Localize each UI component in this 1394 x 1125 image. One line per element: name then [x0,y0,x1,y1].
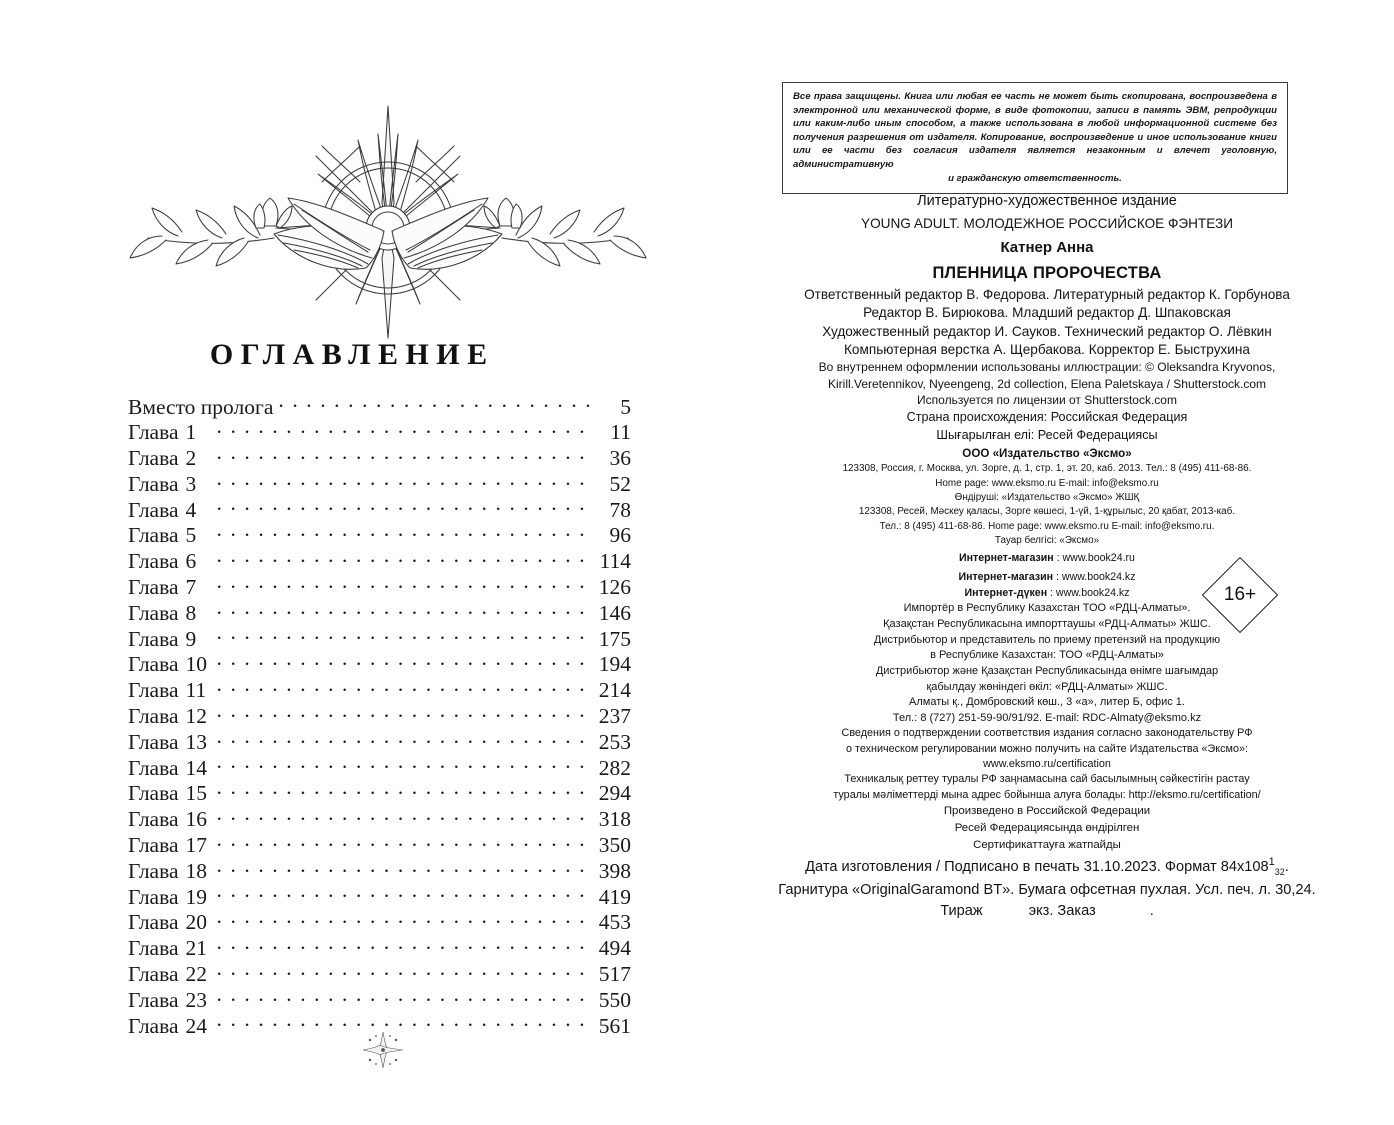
origin-line: Страна происхождения: Российская Федерация [906,409,1188,424]
imprint-block [757,190,1337,923]
format-denominator: 32 [1274,867,1285,878]
toc-entry-number: 19 [185,884,207,909]
illustration-line: Используется по лицензии от Shutterstock.com [917,393,1177,408]
toc-page-number: 318 [598,807,631,832]
publisher-address-kz-line: 123308, Ресей, Мәскеу қаласы, Зорге көшесі, 1-үй, 1-құрылыс, 20 қабат, 2013-каб. [858,506,1236,518]
toc-dot-leader [278,392,590,414]
distributor-line: Дистрибьютор и представитель по приему претензий на продукцию [873,633,1221,646]
toc-dot-leader [217,444,591,466]
four-point-star-ornament-icon [352,1026,414,1074]
online-shop-label: Интернет-магазин [959,551,1054,564]
print-spec-line-2: Гарнитура «OriginalGaramond BT». Бумага офсетная пухлая. Усл. печ. л. 30,24. [778,881,1316,898]
toc-entry-label: Глава 9 [128,627,212,652]
toc-page-number: 282 [598,755,631,780]
toc-page-number: 146 [598,600,631,625]
credit-line: Ответственный редактор В. Федорова. Литературный редактор К. Горбунова [804,286,1290,302]
toc-entry-label: Глава 3 [128,472,212,497]
online-shop-url[interactable]: : www.book24.ru [1053,551,1135,564]
toc-page-number: 52 [609,471,631,496]
toc-dot-leader [217,934,591,956]
importer-line: Импортёр в Республику Казахстан ТОО «РДЦ-Алматы». [903,602,1191,615]
toc-entry[interactable] [128,753,631,779]
credit-line: Редактор В. Бирюкова. Младший редактор Д. Шпаковская [863,305,1231,321]
edition-type: Литературно-художественное издание [917,193,1177,209]
almaty-address-line: Алматы қ., Домбровский көш., 3 «а», литер Б, офис 1. [909,696,1185,709]
toc-entry-number: 22 [185,962,207,987]
toc-dot-leader [217,521,591,543]
publisher-address-kz-line: Тауар белгісі: «Эксмо» [994,535,1100,547]
toc-entry-number: 11 [185,678,207,703]
toc-entry[interactable] [128,521,631,547]
toc-entry-label: Глава 5 [128,523,212,548]
toc-dot-leader [217,985,591,1007]
toc-entry[interactable] [128,960,631,986]
toc-page-number: 214 [598,678,631,703]
online-shop-url[interactable]: : www.book24.kz [1047,587,1130,600]
print-date-format: Дата изготовления / Подписано в печать 31.10.2023. Формат 84x108 [805,859,1269,876]
toc-dot-leader [217,650,591,672]
toc-dot-leader [217,960,591,982]
toc-entry-number: 1 [185,420,197,445]
toc-entry[interactable] [128,598,631,624]
toc-entry-number: 4 [185,497,197,522]
toc-entry-label: Глава 10 [128,652,212,677]
print-spec-line-1 [757,854,1337,879]
toc-entry-number: 12 [185,704,207,729]
toc-dot-leader [217,547,591,569]
toc-entry-label: Глава 1 [128,420,212,445]
toc-entry-label: Глава 7 [128,575,212,600]
toc-entry-number: 14 [185,755,207,780]
toc-page-number: 5 [620,394,631,419]
toc-page-number: 398 [598,858,631,883]
format-numerator: 1 [1268,856,1275,869]
toc-entry[interactable] [128,676,631,702]
print-specifications [757,854,1337,923]
produced-in [757,803,1337,837]
toc-entry-number: 8 [185,600,197,625]
print-run-label: Тираж [940,903,983,920]
right-page-imprint [697,0,1394,1125]
toc-entry[interactable] [128,547,631,573]
toc-entry-label: Глава 4 [128,498,212,523]
toc-entry-number: 17 [185,833,207,858]
illustration-line: Kirill.Veretennikov, Nyeengeng, 2d collection, Elena Paletskaya / Shutterstock.com [827,376,1266,391]
toc-entry[interactable] [128,418,631,444]
format-period: . [1284,859,1289,876]
toc-entry[interactable] [128,831,631,857]
toc-entry[interactable] [128,469,631,495]
toc-page-number: 78 [609,497,631,522]
toc-dot-leader [217,753,591,775]
toc-dot-leader [217,856,591,878]
toc-entry-number: 3 [185,471,197,496]
credit-line: Художественный редактор И. Сауков. Технический редактор О. Лёвкин [822,323,1272,339]
toc-dot-leader [217,418,591,440]
author-name: Катнер Анна [1000,238,1094,256]
toc-entry-label: Глава 8 [128,601,212,626]
toc-entry[interactable] [128,779,631,805]
toc-entry-number: 13 [185,729,207,754]
publisher-address [757,462,1337,491]
toc-entry-label: Глава 17 [128,833,212,858]
toc-dot-leader [217,495,591,517]
toc-entry-number: 9 [185,626,197,651]
toc-entry-label: Глава 24 [128,1014,212,1039]
toc-entry[interactable] [128,727,631,753]
toc-entry-label: Глава 21 [128,936,212,961]
toc-entry-label: Глава 18 [128,859,212,884]
toc-dot-leader [217,469,591,491]
toc-entry-label: Глава 22 [128,962,212,987]
toc-entry-number: 7 [185,575,197,600]
toc-entry-label: Вместо пролога [128,394,274,419]
publisher-address-line: 123308, Россия, г. Москва, ул. Зорге, д. 1, стр. 1, эт. 20, каб. 2013. Тел.: 8 (495) 411-68-86. [842,463,1252,475]
country-of-origin [757,409,1337,445]
toc-page-number: 175 [598,626,631,651]
toc-dot-leader [217,882,591,904]
toc-entry[interactable] [128,805,631,831]
toc-entry[interactable] [128,495,631,521]
toc-entry[interactable] [128,650,631,676]
toc-entry-label: Глава 14 [128,756,212,781]
toc-entry-label: Глава 20 [128,910,212,935]
toc-page-number: 561 [598,1013,631,1038]
toc-entry-number: 15 [185,781,207,806]
toc-entry-label: Глава 13 [128,730,212,755]
toc-page-number: 253 [598,729,631,754]
distributor-line: в Республике Казахстан: ТОО «РДЦ-Алматы» [930,649,1164,662]
toc-page-number: 294 [598,781,631,806]
distributor-info [757,633,1337,695]
toc-entry-number: 5 [185,523,197,548]
table-of-contents-list [128,392,631,1037]
toc-entry[interactable] [128,985,631,1011]
rights-notice-body: Все права защищены. Книга или любая ее часть не может быть скопирована, воспроизведена в электронной или механической форме, в виде фотокопии, записи в память ЭВМ, репродукции или каким-либо иным способом, а также использована в любой информационной системе без получения разрешения от издателя. Копирование, воспроизведение и иное использование книги или ее части без согласия издателя является незаконным и влечет уголовную, административную [793,91,1277,171]
toc-entry[interactable] [128,702,631,728]
toc-entry[interactable] [128,444,631,470]
toc-entry-number: 2 [185,446,197,471]
toc-dot-leader [217,624,591,646]
certification-kz-line: туралы мәліметтерді мына адрес бойынша алуға болады: http://eksmo.ru/certification/ [833,788,1261,801]
toc-entry-number: 10 [185,652,207,677]
online-shop-url[interactable]: : www.book24.kz [1053,570,1136,583]
toc-page-number: 419 [598,884,631,909]
toc-entry-number: 6 [185,549,197,574]
illustration-credits [757,359,1337,409]
publisher-name: ООО «Издательство «Эксмо» [962,446,1132,460]
toc-entry-number: 16 [185,807,207,832]
age-rating-badge [1203,558,1277,632]
toc-entry-label: Глава 19 [128,885,212,910]
produced-line: Произведено в Российской Федерации [943,805,1151,817]
toc-page-number: 237 [598,704,631,729]
credit-line: Компьютерная верстка А. Щербакова. Корректор Е. Быструхина [844,341,1250,357]
toc-dot-leader [217,598,591,620]
toc-page-number: 453 [598,910,631,935]
distributor-line: қабылдау жөніндегі өкіл: «РДЦ-Алматы» ЖШС. [926,680,1168,693]
certification-kz-line: Техникалық реттеу туралы РФ заңнамасына сай басылымның сәйкестігін растау [844,773,1250,786]
illustration-line: Во внутреннем оформлении использованы иллюстрации: © Oleksandra Kryvonos, [818,360,1276,375]
online-shop-label: Интернет-магазин [958,570,1054,583]
toc-entry[interactable] [128,573,631,599]
toc-page-number: 550 [598,987,631,1012]
toc-dot-leader [217,908,591,930]
toc-entry[interactable] [128,856,631,882]
toc-dot-leader [217,779,591,801]
rights-notice-box [782,82,1288,194]
toc-page-number: 517 [598,962,631,987]
distributor-line: Дистрибьютор және Қазақстан Республикасында өнімге шағымдар [875,664,1219,677]
publisher-address-kz-line: Тел.: 8 (495) 411-68-86. Home page: www.eksmo.ru E-mail: info@eksmo.ru. [879,520,1215,532]
toc-page-number: 350 [598,833,631,858]
print-spec-line-3 [757,901,1337,923]
toc-page-number: 11 [610,420,631,445]
toc-entry[interactable] [128,882,631,908]
importer-line: Қазақстан Республикасына импорттаушы «РДЦ-Алматы» ЖШС. [883,618,1211,631]
certification-info-kz [757,772,1337,803]
order-period: . [1149,903,1154,920]
online-shop-label: Интернет-дүкен [964,587,1048,600]
toc-entry-label: Глава 12 [128,704,212,729]
certification-ru-line: Сведения о подтверждении соответствия издания согласно законодательству РФ [841,727,1253,740]
toc-dot-leader [217,702,591,724]
publisher-address-kazakh [757,491,1337,549]
publisher-address-kz-line: Өндіруші: «Издательство «Эксмо» ЖШҚ [954,491,1140,503]
toc-entry-number: 18 [185,858,207,883]
toc-entry-number: 20 [185,910,207,935]
order-label: экз. Заказ [1028,903,1096,920]
book-title: ПЛЕННИЦА ПРОРОЧЕСТВА [932,263,1162,282]
series-name: YOUNG ADULT. МОЛОДЕЖНОЕ РОССИЙСКОЕ ФЭНТЕЗИ [861,216,1233,232]
toc-entry[interactable] [128,392,631,418]
certification-ru-line: www.eksmo.ru/certification [983,758,1111,771]
certification-not-required: Сертификаттауға жатпайды [973,839,1121,852]
toc-dot-leader [217,676,591,698]
rights-notice-last-line: и гражданскую ответственность. [948,172,1122,184]
toc-entry[interactable] [128,624,631,650]
certification-info-ru [757,726,1337,772]
toc-page-number: 114 [599,549,631,574]
toc-entry-number: 21 [185,936,207,961]
page-title: ОГЛАВЛЕНИЕ [209,338,495,371]
toc-page-number: 126 [598,575,631,600]
toc-entry-number: 24 [185,1013,207,1038]
almaty-address [757,695,1337,726]
produced-line: Ресей Федерациясында өндірілген [954,822,1140,835]
certification-ru-line: о техническом регулировании можно получить на сайте Издательства «Эксмо»: [846,742,1248,755]
toc-entry-label: Глава 15 [128,781,212,806]
toc-dot-leader [217,727,591,749]
toc-entry-label: Глава 6 [128,549,212,574]
toc-entry[interactable] [128,908,631,934]
compass-rose-floral-ornament-icon [108,98,668,348]
toc-entry[interactable] [128,934,631,960]
toc-dot-leader [217,573,591,595]
publisher-address-line: Home page: www.eksmo.ru E-mail: info@eksmo.ru [935,477,1159,489]
toc-entry-label: Глава 23 [128,988,212,1013]
toc-entry-label: Глава 16 [128,807,212,832]
age-rating-label: 16+ [1223,584,1257,605]
editorial-credits [757,286,1337,359]
toc-page-number: 194 [598,652,631,677]
toc-entry-label: Глава 2 [128,446,212,471]
toc-dot-leader [217,805,591,827]
toc-page-number: 494 [598,936,631,961]
almaty-address-line: Тел.: 8 (727) 251-59-90/91/92. E-mail: RDC-Almaty@eksmo.kz [892,711,1202,724]
toc-entry-label: Глава 11 [128,678,212,703]
toc-page-number: 36 [609,446,631,471]
toc-dot-leader [217,831,591,853]
toc-entry-number: 23 [185,987,207,1012]
toc-page-number: 96 [609,523,631,548]
origin-line: Шығарылған елі: Ресей Федерациясы [936,427,1158,442]
